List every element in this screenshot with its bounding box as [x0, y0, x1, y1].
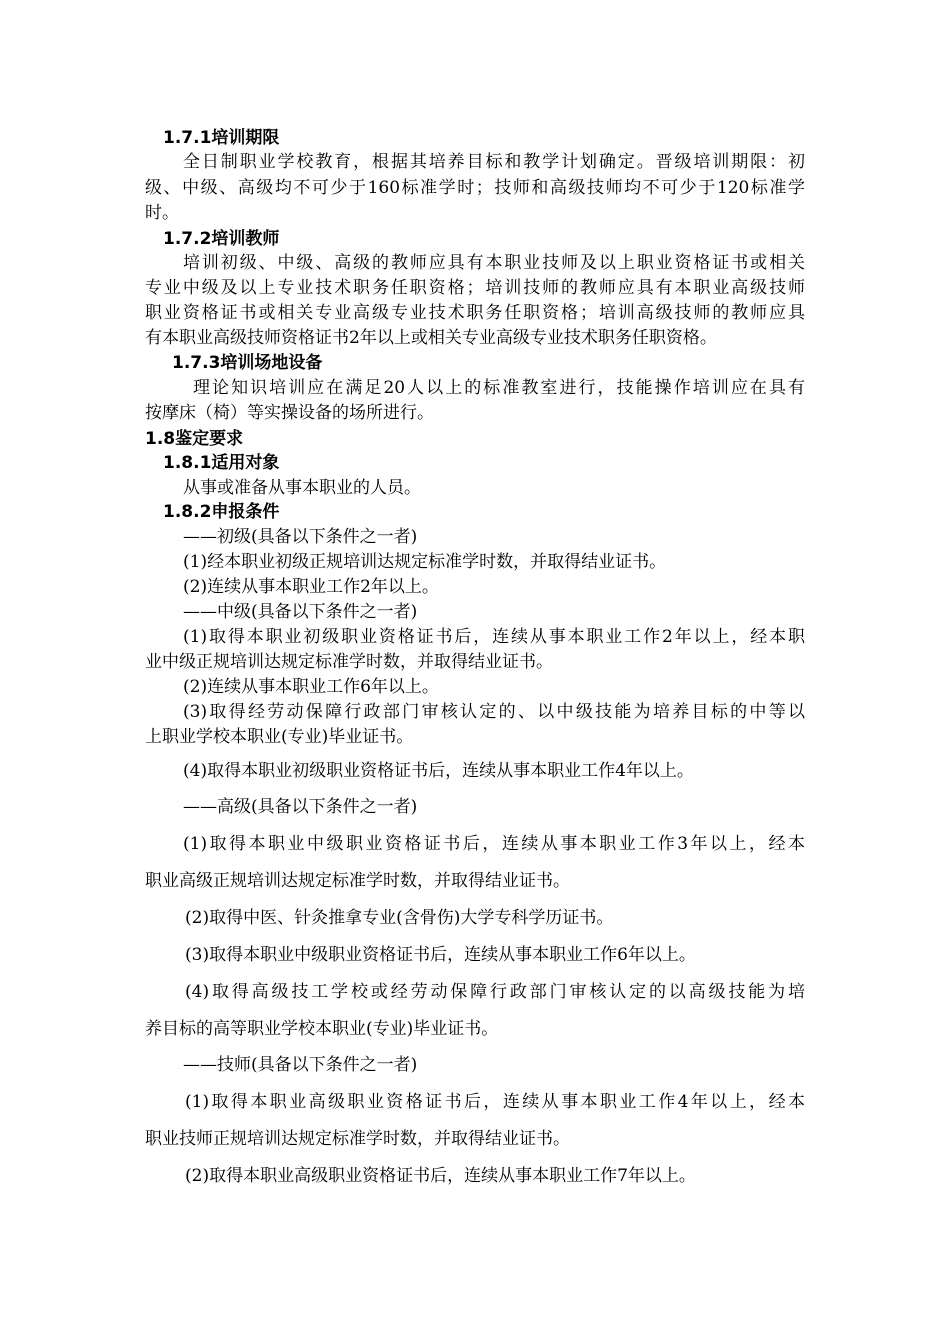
paragraph-line: 职业资格证书或相关专业高级专业技术职务任职资格；培训高级技师的教师应具	[145, 303, 805, 323]
condition-item: (2)取得中医、针灸推拿专业(含骨伤)大学专科学历证书。	[185, 908, 614, 928]
heading-1-7-1: 1.7.1培训期限	[163, 128, 280, 148]
condition-item: (4)取得本职业初级职业资格证书后，连续从事本职业工作4年以上。	[183, 761, 694, 781]
paragraph-line: 培训初级、中级、高级的教师应具有本职业技师及以上职业资格证书或相关	[183, 253, 805, 273]
condition-item: (1)经本职业初级正规培训达规定标准学时数，并取得结业证书。	[183, 552, 667, 572]
condition-item: (3)取得经劳动保障行政部门审核认定的、以中级技能为培养目标的中等以	[183, 702, 805, 722]
condition-item: (1)取得本职业中级职业资格证书后，连续从事本职业工作3年以上，经本	[183, 834, 805, 854]
level-title-junior: ——初级(具备以下条件之一者)	[183, 527, 418, 547]
condition-item: (2)连续从事本职业工作2年以上。	[183, 577, 439, 597]
condition-item: (2)连续从事本职业工作6年以上。	[183, 677, 439, 697]
level-title-technician: ——技师(具备以下条件之一者)	[183, 1055, 418, 1075]
condition-item: 职业高级正规培训达规定标准学时数，并取得结业证书。	[145, 871, 570, 891]
paragraph-line: 全日制职业学校教育，根据其培养目标和教学计划确定。晋级培训期限：初	[183, 152, 805, 172]
paragraph-line: 按摩床（椅）等实操设备的场所进行。	[145, 403, 434, 423]
level-title-intermediate: ——中级(具备以下条件之一者)	[183, 602, 418, 622]
paragraph-line: 级、中级、高级均不可少于160标准学时；技师和高级技师均不可少于120标准学	[145, 178, 805, 198]
heading-1-8-2: 1.8.2申报条件	[163, 502, 280, 522]
paragraph-line: 时。	[145, 203, 179, 223]
condition-item: (3)取得本职业中级职业资格证书后，连续从事本职业工作6年以上。	[185, 945, 696, 965]
condition-item: (2)取得本职业高级职业资格证书后，连续从事本职业工作7年以上。	[185, 1166, 696, 1186]
paragraph-line: 理论知识培训应在满足20人以上的标准教室进行，技能操作培训应在具有	[193, 378, 805, 398]
condition-item: 职业技师正规培训达规定标准学时数，并取得结业证书。	[145, 1129, 570, 1149]
condition-item: (4)取得高级技工学校或经劳动保障行政部门审核认定的以高级技能为培	[185, 982, 805, 1002]
condition-item: 业中级正规培训达规定标准学时数，并取得结业证书。	[145, 652, 553, 672]
level-title-senior: ——高级(具备以下条件之一者)	[183, 797, 418, 817]
condition-item: (1)取得本职业初级职业资格证书后，连续从事本职业工作2年以上，经本职	[183, 627, 805, 647]
paragraph-line: 从事或准备从事本职业的人员。	[183, 478, 421, 498]
heading-1-8: 1.8鉴定要求	[145, 429, 244, 449]
condition-item: (1)取得本职业高级职业资格证书后，连续从事本职业工作4年以上，经本	[185, 1092, 805, 1112]
heading-1-7-2: 1.7.2培训教师	[163, 229, 280, 249]
heading-1-8-1: 1.8.1适用对象	[163, 453, 280, 473]
paragraph-line: 专业中级及以上专业技术职务任职资格；培训技师的教师应具有本职业高级技师	[145, 278, 805, 298]
heading-1-7-3: 1.7.3培训场地设备	[172, 353, 323, 373]
condition-item: 养目标的高等职业学校本职业(专业)毕业证书。	[145, 1019, 499, 1039]
paragraph-line: 有本职业高级技师资格证书2年以上或相关专业高级专业技术职务任职资格。	[145, 328, 717, 348]
condition-item: 上职业学校本职业(专业)毕业证书。	[145, 727, 414, 747]
